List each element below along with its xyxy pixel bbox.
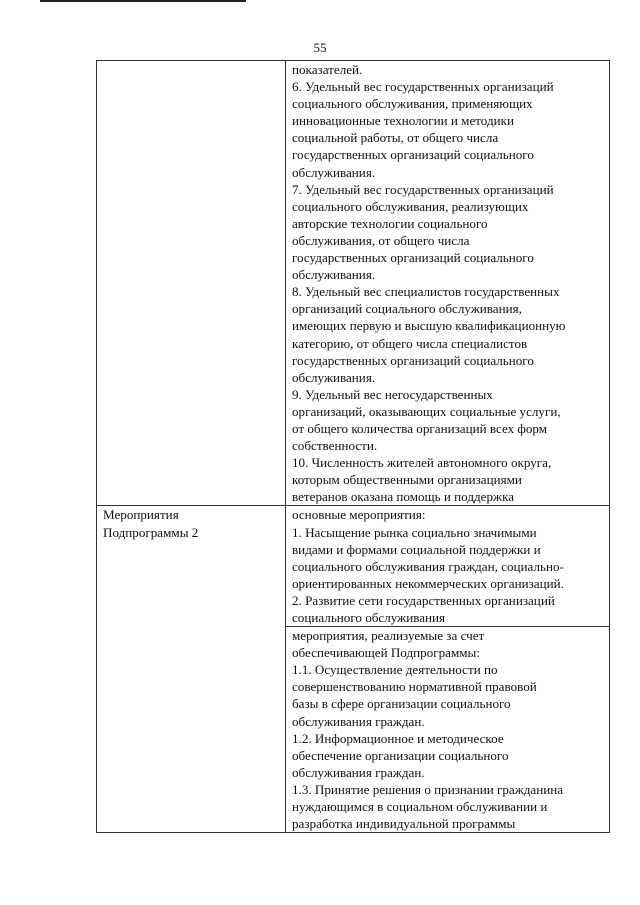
text-line: 1. Насыщение рынка социально значимыми — [292, 524, 537, 540]
text-line: 8. Удельный вес специалистов государственных — [292, 284, 560, 300]
row1-left-cell — [97, 61, 286, 506]
text-line: категорию, от общего числа специалистов — [292, 335, 528, 351]
text-line: показателей. — [292, 62, 363, 77]
header-rule — [40, 0, 246, 2]
text-line: социального обслуживания, реализующих — [292, 198, 529, 214]
row3-right-cell — [286, 627, 610, 833]
indicators-text — [292, 61, 603, 505]
text-line: имеющих первую и высшую квалификационную — [292, 318, 566, 334]
text-line: собственности. — [292, 438, 378, 454]
text-line: 9. Удельный вес негосударственных — [292, 386, 493, 402]
text-line: обслуживания. — [292, 267, 376, 283]
text-line: которым общественными организациями — [292, 472, 522, 488]
text-line: видами и формами социальной поддержки и — [292, 541, 541, 557]
text-line: обеспечивающей Подпрограммы: — [292, 645, 480, 661]
text-line: разработка индивидуальной программы — [292, 816, 516, 832]
text-line: социальной работы, от общего числа — [292, 130, 499, 146]
table-row — [97, 61, 610, 506]
text-line: государственных организаций социального — [292, 147, 534, 163]
text-line: обслуживания. — [292, 164, 376, 180]
subprogram-label-cell — [97, 506, 286, 833]
text-line: 2. Развитие сети государственных организаций — [292, 592, 555, 608]
text-line: совершенствованию нормативной правовой — [292, 679, 537, 695]
text-line: инновационные технологии и методики — [292, 113, 515, 129]
main-activities-text — [292, 506, 603, 626]
subprogram-label: Мероприятия — [103, 507, 179, 523]
text-line: обслуживания, от общего числа — [292, 232, 470, 248]
program-table — [96, 60, 610, 833]
text-line: обслуживания граждан. — [292, 764, 425, 780]
row2-right-cell — [286, 506, 610, 627]
text-line: от общего количества организаций всех форм — [292, 420, 548, 436]
text-line: организаций, оказывающих социальные услуги, — [292, 403, 561, 419]
text-line: ветеранов оказана помощь и поддержка — [292, 489, 515, 505]
text-line: основные мероприятия: — [292, 507, 426, 523]
text-line: социального обслуживания граждан, социально- — [292, 558, 564, 574]
text-line: обеспечение организации социального — [292, 747, 509, 763]
subprogram-label: Подпрограммы 2 — [103, 524, 199, 540]
page-number: 55 — [313, 40, 327, 55]
table-row — [97, 506, 610, 627]
text-line: социального обслуживания, применяющих — [292, 96, 533, 112]
text-line: 1.1. Осуществление деятельности по — [292, 662, 498, 678]
text-line: ориентированных некоммерческих организаций. — [292, 575, 564, 591]
text-line: 10. Численность жителей автономного округа, — [292, 455, 552, 471]
text-line: социального обслуживания — [292, 610, 446, 625]
text-line: мероприятия, реализуемые за счет — [292, 628, 485, 644]
text-line: базы в сфере организации социального — [292, 696, 511, 712]
text-line: 6. Удельный вес государственных организаций — [292, 79, 554, 95]
text-line: 1.3. Принятие решения о признании гражданина — [292, 781, 564, 797]
text-line: государственных организаций социального — [292, 250, 534, 266]
text-line: обслуживания. — [292, 369, 376, 385]
row1-right-cell — [286, 61, 610, 506]
text-line: авторские технологии социального — [292, 215, 488, 231]
text-line: государственных организаций социального — [292, 352, 534, 368]
text-line: обслуживания граждан. — [292, 713, 425, 729]
text-line: организаций социального обслуживания, — [292, 301, 522, 317]
text-line: нуждающимся в социальном обслуживании и — [292, 799, 548, 815]
text-line: 1.2. Информационное и методическое — [292, 730, 504, 746]
funded-activities-text — [292, 627, 603, 832]
text-line: 7. Удельный вес государственных организаций — [292, 181, 554, 197]
